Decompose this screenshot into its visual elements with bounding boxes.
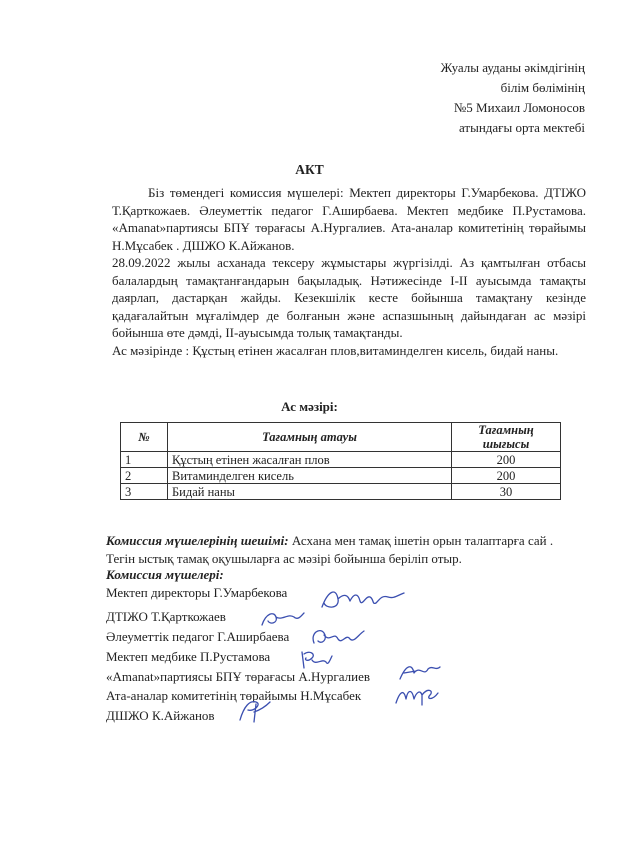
signature-social-pedagogue bbox=[308, 625, 368, 649]
header-line-3: №5 Михаил Ломоносов bbox=[453, 100, 585, 115]
signature-party-chair bbox=[396, 661, 442, 683]
member-line: Әлеуметтік педагог Г.Аширбаева bbox=[106, 629, 290, 644]
row-no: 1 bbox=[121, 452, 168, 468]
header-line-2: білім бөлімінің bbox=[500, 80, 585, 95]
row-name: Витаминделген кисель bbox=[168, 468, 452, 484]
member-line: ДТІЖО Т.Қарткожаев bbox=[106, 609, 226, 624]
row-qty: 200 bbox=[452, 468, 561, 484]
commission-paragraph: Біз төмендегі комиссия мүшелері: Мектеп директоры Г.Умарбекова. ДТІЖО Т.Қарткожаев. Әлеуметтік педагог Г.Аширбаева. Мектеп медбике П.Рустамова. «Amanat»партиясы БПҰ төрағасы А.Нургалиев. Ата-аналар комитетінің төрайымы Н.Мұсабек . ДШЖО К.Айжанов. bbox=[112, 185, 586, 253]
school-header bbox=[441, 58, 585, 138]
menu-summary-paragraph: Ас мәзірінде : Құстың етінен жасалған плов,витаминделген кисель, бидай наны. bbox=[112, 342, 559, 358]
row-qty: 30 bbox=[452, 484, 561, 500]
member-line: Мектеп директоры Г.Умарбекова bbox=[106, 585, 288, 600]
member-line: Мектеп медбике П.Рустамова bbox=[106, 649, 271, 664]
signature-deputy bbox=[258, 607, 308, 631]
decision-text: Асхана мен тамақ ішетін орын талаптарға сай . Тегін ыстық тамақ оқушыларға ас мәзірі бойынша беріліп отыр. bbox=[106, 533, 554, 566]
signature-parent-committee bbox=[392, 683, 442, 709]
members-title: Комиссия мүшелері: bbox=[106, 567, 224, 582]
header-qty: Тағамның шығысы bbox=[452, 423, 561, 452]
signature-dshjo bbox=[234, 696, 274, 726]
signature-nurse bbox=[296, 648, 336, 672]
member-line: ДШЖО К.Айжанов bbox=[106, 708, 215, 723]
commission-decision bbox=[106, 532, 584, 567]
signature-director bbox=[318, 585, 408, 613]
row-qty: 200 bbox=[452, 452, 561, 468]
decision-label: Комиссия мүшелерінің шешімі: bbox=[106, 533, 289, 548]
menu-table bbox=[120, 422, 561, 500]
row-no: 3 bbox=[121, 484, 168, 500]
table-row bbox=[121, 452, 561, 468]
member-line: «Amanat»партиясы БПҰ төрағасы А.Нургалиев bbox=[106, 669, 370, 684]
header-no: № bbox=[121, 423, 168, 452]
act-body bbox=[112, 184, 586, 359]
menu-title: Ас мәзірі: bbox=[281, 399, 338, 414]
table-row bbox=[121, 484, 561, 500]
header-name: Тағамның атауы bbox=[168, 423, 452, 452]
document-title: АКТ bbox=[295, 162, 324, 177]
header-line-1: Жуалы ауданы әкімдігінің bbox=[440, 60, 585, 75]
inspection-paragraph: 28.09.2022 жылы асханада тексеру жұмыстары жүргізілді. Аз қамтылған отбасы балалардың тамақтанғандарын бақыладық. Нәтижесінде I-II ауысымда тамақты даярлап, дастарқан жайды. Кезекшілік кесте бойынша тамақтану кезінде қадағалайтын мұғалімдер де болғанын және аспазшының дайындаған ас мәзірі бойынша өте дәмді, II-ауысымда толық тамақтанды. bbox=[112, 255, 586, 340]
table-row bbox=[121, 468, 561, 484]
row-name: Бидай наны bbox=[168, 484, 452, 500]
member-line: Ата-аналар комитетінің төрайымы Н.Мұсабек bbox=[106, 688, 362, 703]
row-name: Құстың етінен жасалған плов bbox=[168, 452, 452, 468]
table-header-row bbox=[121, 423, 561, 452]
header-line-4: атындағы орта мектебі bbox=[458, 120, 585, 135]
row-no: 2 bbox=[121, 468, 168, 484]
